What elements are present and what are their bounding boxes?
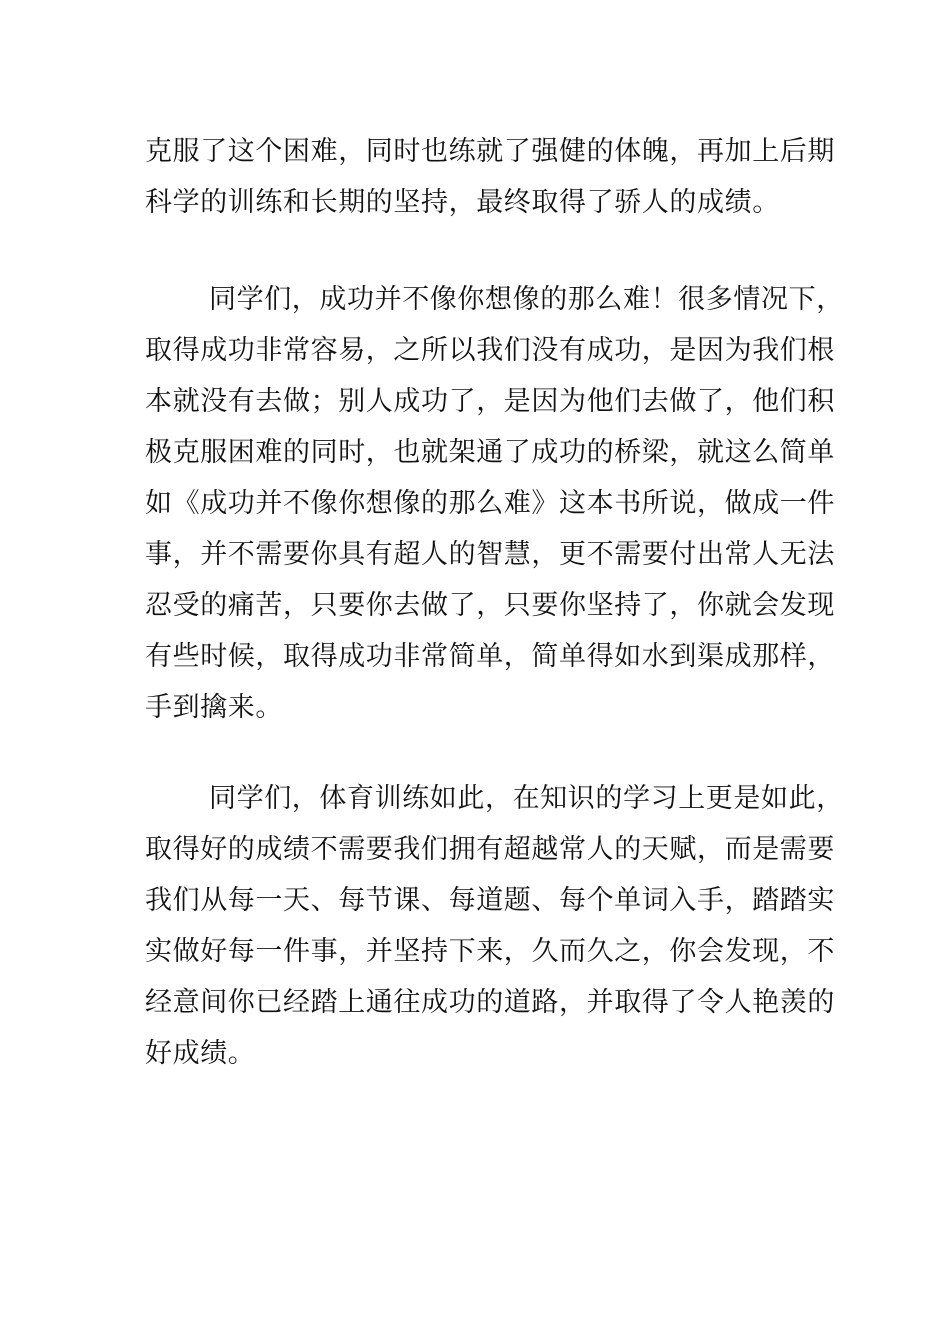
- paragraph-line: 好成绩。: [145, 1038, 256, 1069]
- paragraph-line: 经意间你已经踏上通往成功的道路，并取得了令人艳羡的: [145, 987, 835, 1018]
- paragraph-line: 如《成功并不像你想像的那么难》这本书所说，做成一件: [145, 488, 835, 519]
- paragraph-line: 取得好的成绩不需要我们拥有超越常人的天赋，而是需要: [145, 834, 835, 865]
- paragraph-line: 同学们，成功并不像你想像的那么难！很多情况下，: [209, 284, 844, 315]
- paragraph-line: 取得成功非常容易，之所以我们没有成功，是因为我们根: [145, 335, 835, 366]
- paragraph-line: 科学的训练和长期的坚持，最终取得了骄人的成绩。: [145, 187, 780, 218]
- paragraph-line: 事，并不需要你具有超人的智慧，更不需要付出常人无法: [145, 539, 835, 570]
- paragraph-line: 我们从每一天、每节课、每道题、每个单词入手，踏踏实: [145, 885, 835, 916]
- paragraph-line: 克服了这个困难，同时也练就了强健的体魄，再加上后期: [145, 136, 835, 167]
- paragraph-2: [145, 274, 844, 733]
- paragraph-3: [145, 773, 844, 1079]
- paragraph-line: 同学们，体育训练如此，在知识的学习上更是如此，: [209, 783, 844, 814]
- paragraph-line: 有些时候，取得成功非常简单，简单得如水到渠成那样，: [145, 641, 835, 672]
- paragraph-line: 实做好每一件事，并坚持下来，久而久之，你会发现，不: [145, 936, 835, 967]
- paragraph-line: 手到擒来。: [145, 692, 283, 723]
- paragraph-1: [145, 126, 835, 228]
- paragraph-line: 忍受的痛苦，只要你去做了，只要你坚持了，你就会发现: [145, 590, 835, 621]
- paragraph-line: 极克服困难的同时，也就架通了成功的桥梁，就这么简单: [145, 437, 835, 468]
- paragraph-line: 本就没有去做；别人成功了，是因为他们去做了，他们积: [145, 386, 835, 417]
